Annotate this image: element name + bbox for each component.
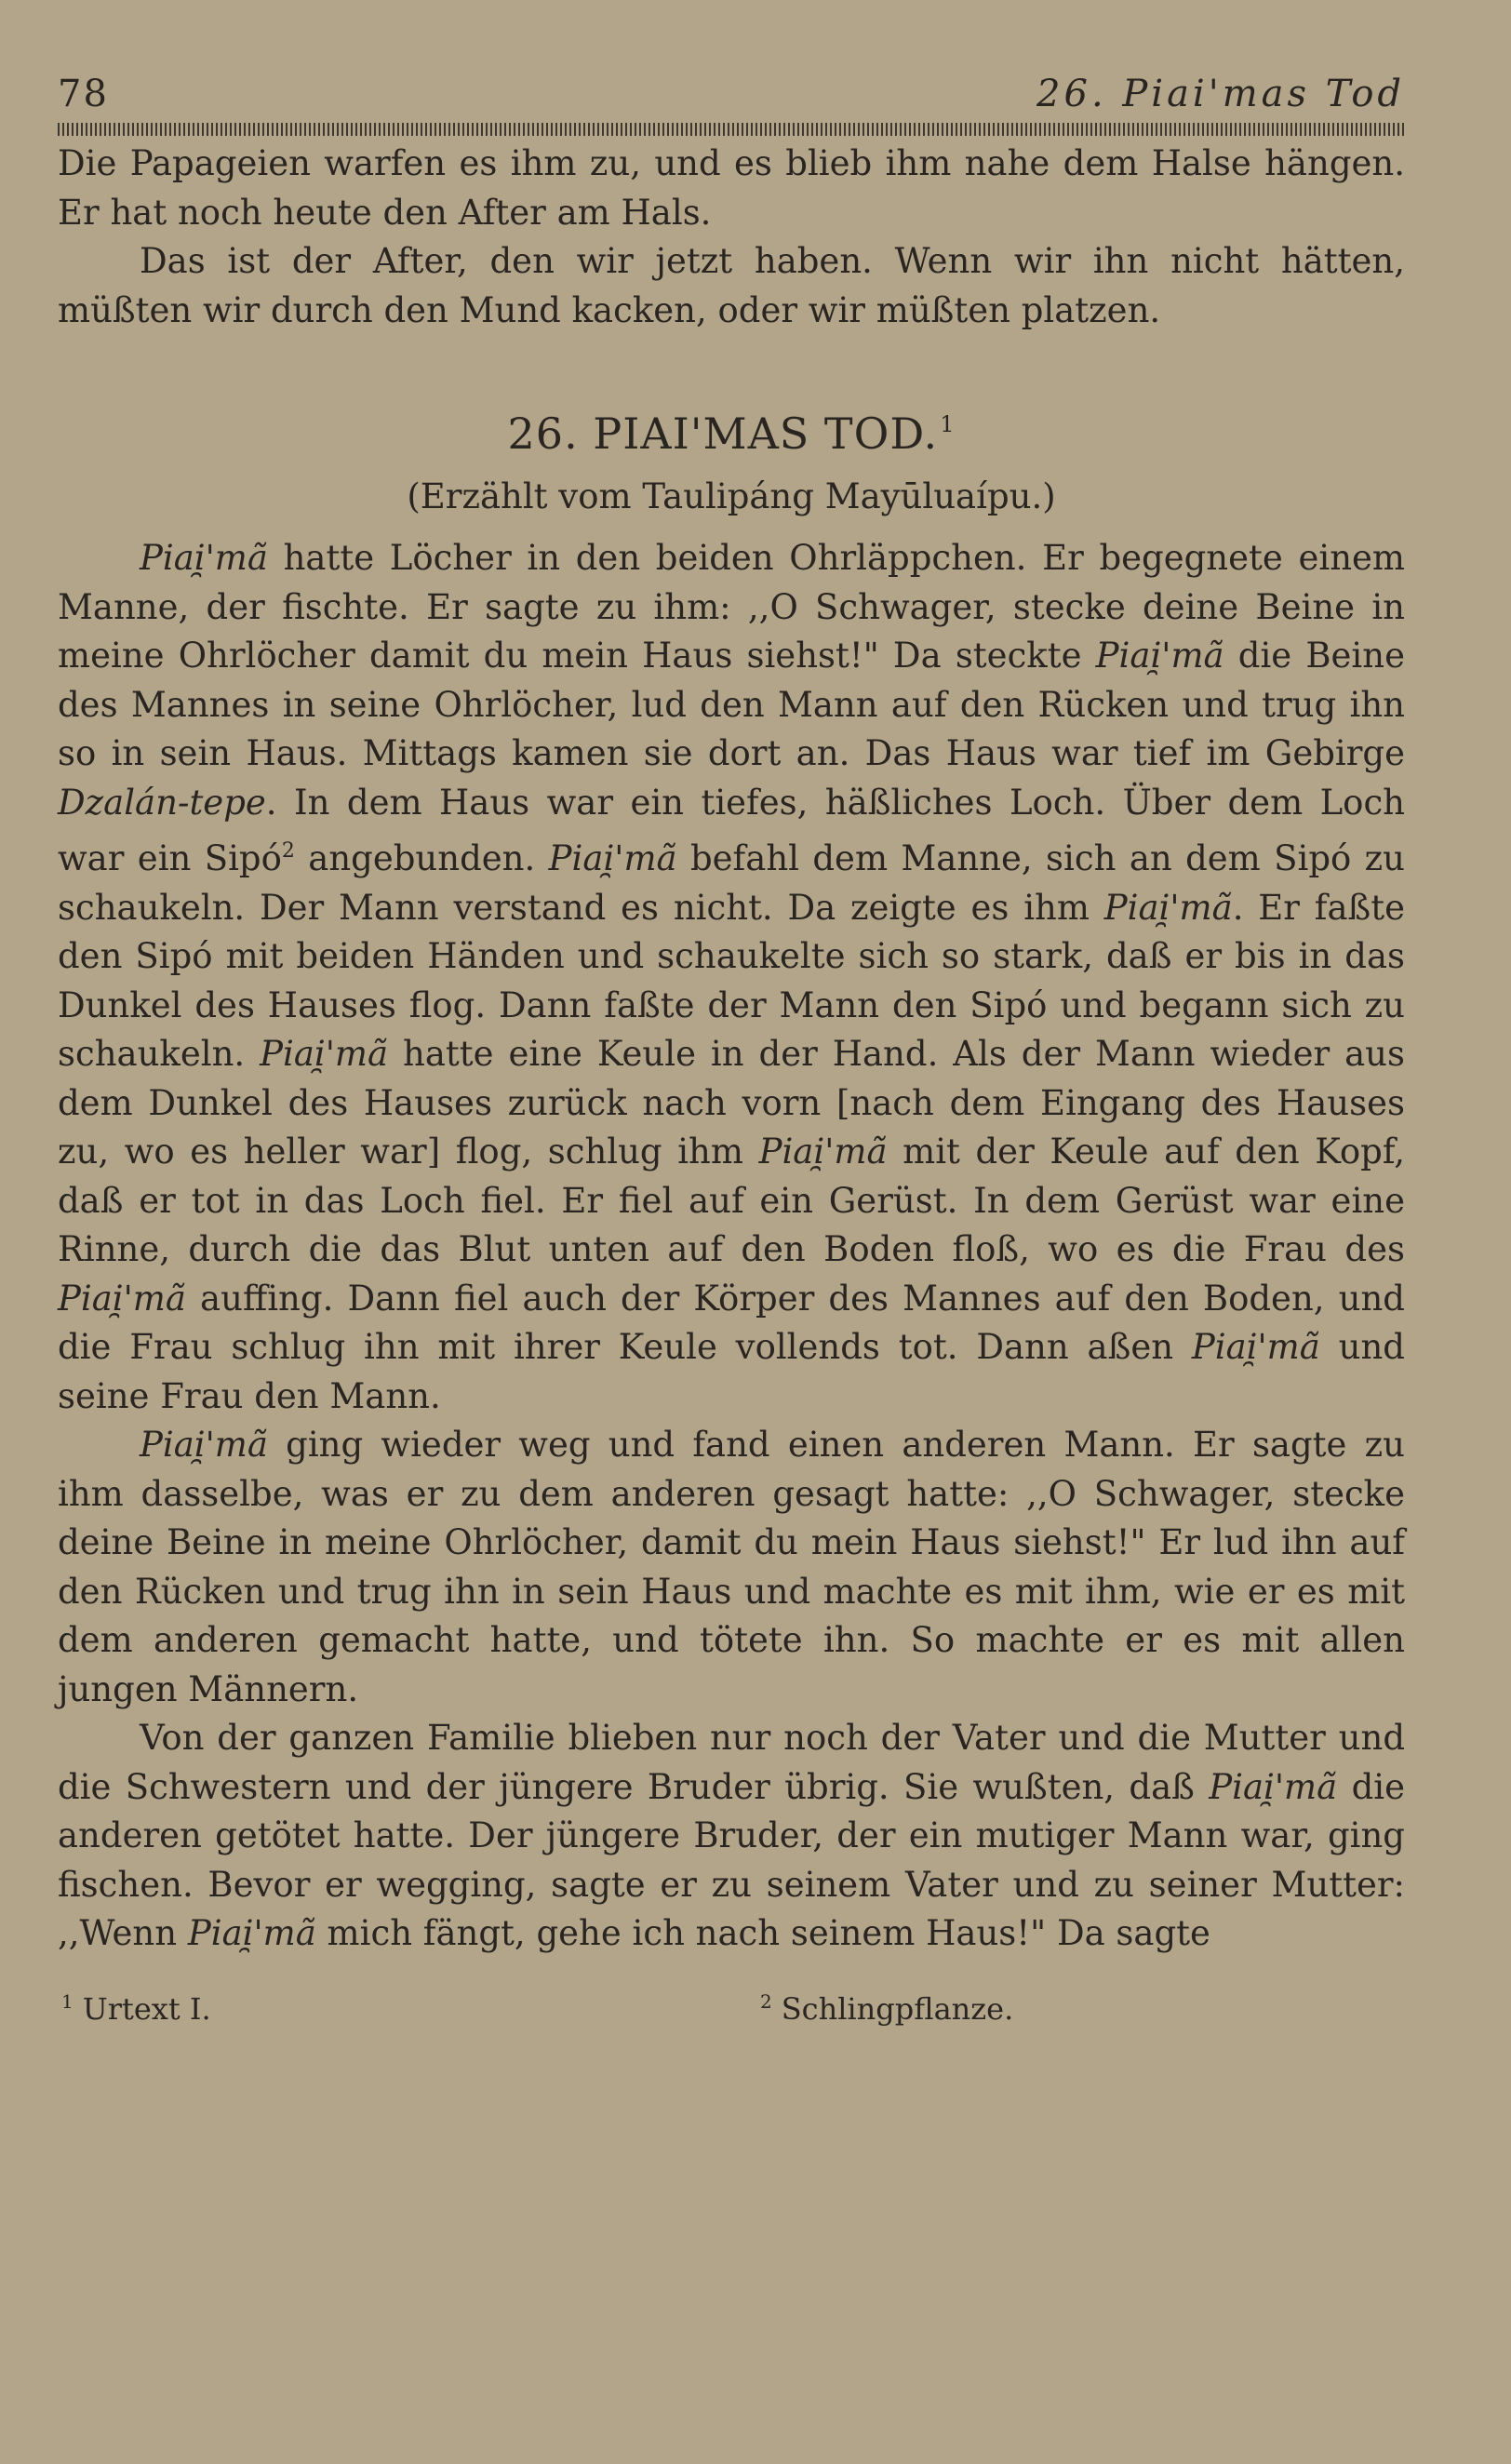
page-number: 78 <box>58 73 109 115</box>
footnote-2 <box>760 1990 1013 2027</box>
character-name: Piai̯'mã <box>1209 1766 1338 1807</box>
text-run: ging wieder weg und fand einen anderen Mann. Er sagte zu ihm dasselbe, was er zu dem anderen gesagt hatte: ,,O Schwager, stecke deine Beine in meine Ohrlöcher, damit du mein Haus siehst!" Er lud ihn auf den Rücken und trug ihn in sein Haus und machte es mit ihm, wie er es mit dem anderen gemacht hatte, und tötete ihn. So machte er es mit allen jungen Männern. <box>58 1425 1405 1709</box>
character-name: Piai̯'mã <box>140 1425 268 1465</box>
running-title: 26. Piai'mas Tod <box>1036 73 1405 115</box>
chapter-title <box>58 396 1405 462</box>
text-run: . In dem Haus war ein tiefes, häßliches Loch. Über dem Loch war ein Sipó <box>58 782 1405 878</box>
footnote-2-text: Schlingpflanze. <box>781 1990 1014 2027</box>
text-run: die Beine des Mannes in seine Ohrlöcher, lud den Mann auf den Rücken und trug ihn so in sein Haus. Mittags kamen sie dort an. Das Haus war tief im Gebirge <box>58 636 1405 773</box>
character-name: Piai̯'mã <box>1191 1327 1320 1367</box>
character-name: Piai̯'mã <box>758 1132 888 1172</box>
character-name: Piai̯'mã <box>187 1913 316 1953</box>
chapter-title-text: 26. PIAI'MAS TOD. <box>507 408 939 459</box>
text-run: Von der ganzen Familie blieben nur noch der Vater und die Mutter und die Schwestern und der jüngere Bruder übrig. Sie wußten, daß <box>58 1718 1405 1807</box>
text-run: mich fängt, gehe ich nach seinem Haus!" Da sagte <box>315 1913 1210 1953</box>
character-name: Piai̯'mã <box>260 1034 389 1074</box>
text-run: befahl dem Manne, sich an dem Sipó zu schaukeln. Der Mann verstand es nicht. Da zeigte es ihm <box>58 838 1405 928</box>
text-run: auffing. Dann fiel auch der Körper des Mannes auf den Boden, und die Frau schlug ihn mit ihrer Keule vollends tot. Dann aßen <box>58 1278 1405 1367</box>
header-rule <box>58 123 1405 136</box>
text-run: hatte Löcher in den beiden Ohrläppchen. Er begegnete einem Manne, der fischte. Er sagte zu ihm: ,,O Schwager, stecke deine Beine in meine Ohrlöcher damit du mein Haus siehst!" Da steckte <box>58 538 1405 676</box>
footnote-1-mark: 1 <box>61 1989 74 2013</box>
running-head <box>58 73 1405 121</box>
character-name: Piai̯'mã <box>58 1278 186 1319</box>
previous-story-paragraph-1: Die Papageien warfen es ihm zu, und es blieb ihm nahe dem Halse hängen. Er hat noch heute den After am Hals. <box>58 143 1405 233</box>
place-name: Dzalán-tepe <box>58 782 266 823</box>
footnote-1-text: Urtext I. <box>82 1990 211 2027</box>
text-run: . Er faßte den Sipó mit beiden Händen und schaukelte sich so stark, daß er bis in das Dunkel des Hauses flog. Dann faßte der Mann den Sipó und begann sich zu schaukeln. <box>58 887 1406 1074</box>
page <box>58 73 1405 2039</box>
story-paragraph-2 <box>58 1421 1405 1714</box>
text-run: die anderen getötet hatte. Der jüngere Bruder, der ein mutiger Mann war, ging fischen. Bevor er wegging, sagte er zu seinem Vater und zu seiner Mutter: ,,Wenn <box>58 1766 1405 1953</box>
text-run: angebunden. <box>294 838 549 878</box>
footnote-mark-2: 2 <box>281 839 295 863</box>
character-name: Piai̯'mã <box>1095 636 1224 676</box>
footnote-2-mark: 2 <box>760 1989 772 2013</box>
previous-story-paragraph-2: Das ist der After, den wir jetzt haben. Wenn wir ihn nicht hätten, müßten wir durch den Mund kacken, oder wir müßten platzen. <box>58 241 1405 330</box>
footnotes <box>58 1990 1405 2039</box>
character-name: Piai̯'mã <box>1103 887 1233 928</box>
story-paragraph-3 <box>58 1714 1405 1959</box>
character-name: Piai̯'mã <box>140 538 268 578</box>
character-name: Piai̯'mã <box>548 838 677 878</box>
story-paragraph-1 <box>58 534 1405 1421</box>
footnote-1 <box>61 1990 211 2027</box>
chapter-subtitle: (Erzählt vom Taulipáng Mayūluaípu.) <box>407 476 1056 516</box>
text-run: und seine Frau den Mann. <box>58 1327 1405 1416</box>
text-run: hatte eine Keule in der Hand. Als der Mann wieder aus dem Dunkel des Hauses zurück nach vorn [nach dem Eingang des Hauses zu, wo es heller war] flog, schlug ihm <box>58 1034 1406 1172</box>
chapter-title-footnote-mark: 1 <box>940 411 956 437</box>
text-run: mit der Keule auf den Kopf, daß er tot in das Loch fiel. Er fiel auf ein Gerüst. In dem Gerüst war eine Rinne, durch die das Blut unten auf den Boden floß, wo es die Frau des <box>58 1132 1406 1269</box>
